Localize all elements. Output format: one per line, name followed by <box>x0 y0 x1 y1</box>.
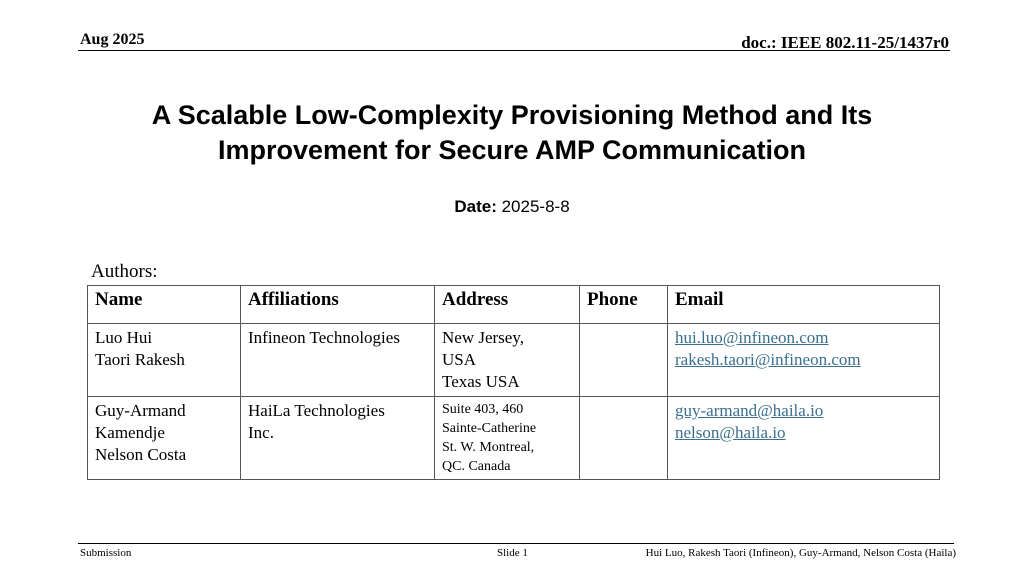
date-value: 2025-8-8 <box>501 197 570 216</box>
column-header-phone: Phone <box>580 286 668 324</box>
author-name: Luo Hui <box>95 328 153 347</box>
affiliation-cell <box>241 324 435 397</box>
author-name: Guy-Armand <box>95 401 186 420</box>
phone-cell <box>580 397 668 480</box>
footer-authors: Hui Luo, Rakesh Taori (Infineon), Guy-Armand, Nelson Costa (Haila) <box>645 547 956 559</box>
address-line: St. W. Montreal, <box>442 440 535 455</box>
author-name: Kamendje <box>95 423 165 442</box>
author-names-cell <box>88 397 241 480</box>
address-line: Sainte-Catherine <box>442 421 537 436</box>
column-header-name: Name <box>88 286 241 324</box>
address-line: Texas USA <box>442 372 520 391</box>
address-line: USA <box>442 350 477 369</box>
table-row <box>88 324 940 397</box>
affiliation-text: Inc. <box>248 423 274 442</box>
address-line: QC. Canada <box>442 459 511 474</box>
slide-title-line-1: A Scalable Low-Complexity Provisioning Method and Its <box>151 100 873 130</box>
address-cell <box>435 397 580 480</box>
footer-rule <box>78 543 954 544</box>
affiliation-cell <box>241 397 435 480</box>
table-row <box>88 397 940 480</box>
column-header-email: Email <box>668 286 940 324</box>
email-link[interactable]: rakesh.taori@infineon.com <box>675 350 861 369</box>
author-names-cell <box>88 324 241 397</box>
email-link[interactable]: guy-armand@haila.io <box>675 401 824 420</box>
column-header-address: Address <box>435 286 580 324</box>
email-cell <box>668 397 940 480</box>
header-date: Aug 2025 <box>80 31 145 48</box>
address-line: Suite 403, 460 <box>442 402 524 417</box>
email-link[interactable]: hui.luo@infineon.com <box>675 328 829 347</box>
footer-slide-number: Slide 1 <box>497 547 528 559</box>
author-name: Nelson Costa <box>95 445 187 464</box>
column-header-affiliations: Affiliations <box>241 286 435 324</box>
table-header-row <box>88 286 940 324</box>
slide-title <box>60 98 964 168</box>
phone-cell <box>580 324 668 397</box>
email-link[interactable]: nelson@haila.io <box>675 423 786 442</box>
affiliation-text: Infineon Technologies <box>248 328 400 347</box>
address-line: New Jersey, <box>442 328 524 347</box>
header-rule <box>78 50 950 51</box>
authors-table <box>87 285 940 480</box>
header-doc-id: doc.: IEEE 802.11-25/1437r0 <box>741 33 949 52</box>
footer-submission: Submission <box>80 547 132 559</box>
date-label: Date: <box>454 197 497 216</box>
affiliation-text: HaiLa Technologies <box>248 401 385 420</box>
address-cell <box>435 324 580 397</box>
author-name: Taori Rakesh <box>95 350 185 369</box>
email-cell <box>668 324 940 397</box>
slide-title-line-2: Improvement for Secure AMP Communication <box>217 135 807 165</box>
date-line <box>0 197 1024 217</box>
authors-label: Authors: <box>91 261 158 282</box>
